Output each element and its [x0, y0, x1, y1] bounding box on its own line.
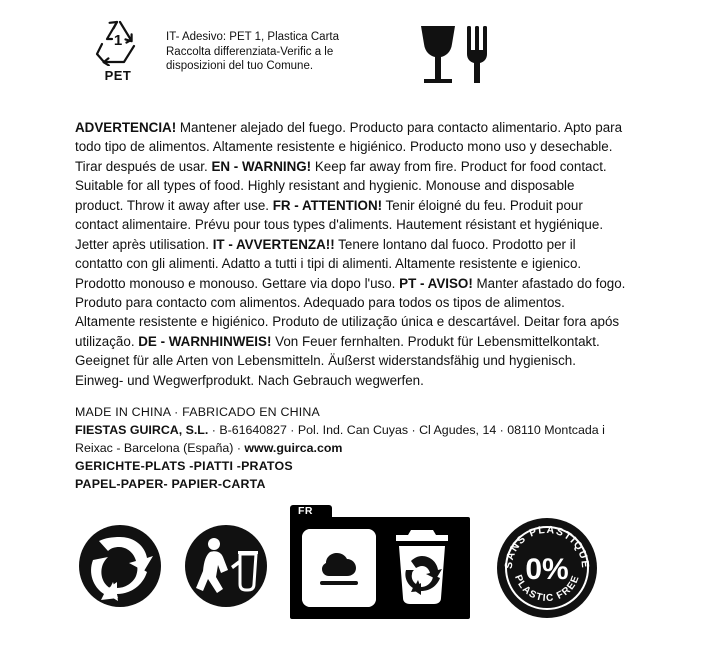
fr-sorting-card — [290, 505, 470, 619]
plastic-free-bottom-text: PLASTIC FREE — [512, 573, 582, 605]
company-address: · B-61640827 · Pol. Ind. Can Cuyas · Cl Agudes, 14 · 08110 Montcada i Reixac - Barcelona (España) · — [75, 423, 605, 456]
warning-text-en: Keep far away from fire. Product for food contact. Suitable for all types of food. Highly resistant and hygienic. Monouse and disposable product. Throw it away after use. — [75, 158, 607, 213]
glass-and-fork-icon — [411, 18, 497, 111]
warning-label-pt: PT - AVISO! — [399, 275, 473, 291]
warning-label-en: EN - WARNING! — [211, 158, 312, 174]
warning-text-de: Von Feuer fernhalten. Produkt für Lebensmittelkontakt. Geeignet für alle Arten von Lebensmitteln. Äußerst widerstandsfähig und hygienisch. Einweg- und Wegwerfprodukt. Nach Gebrauch wegwerfen. — [75, 333, 600, 388]
pet-disposal-note: IT- Adesivo: PET 1, Plastica Carta Raccolta differenziata-Verific a le disposizioni del tuo Comune. — [166, 31, 339, 73]
manufacturer-info — [75, 404, 626, 494]
warning-label-fr: FR - ATTENTION! — [272, 197, 383, 213]
materials-line-1: GERICHTE-PLATS -PIATTI -PRATOS — [75, 459, 293, 474]
recycling-loop-icon — [78, 524, 162, 613]
warning-label-de: DE - WARNHINWEIS! — [138, 333, 272, 349]
warning-text-it: Tenere lontano dal fuoco. Prodotto per il contatto con gli alimenti. Adatto a tutti i tipi di alimenti. Altamente resistente e igienico. Prodotto monouso e monouso. Gettare via dopo l'uso. — [75, 236, 582, 291]
top-icon-row — [0, 0, 701, 110]
bottom-icon-strip — [0, 505, 701, 623]
plastic-free-percent-text: 0% — [525, 553, 569, 586]
fr-card-label: FR — [298, 505, 313, 517]
warning-text-pt: Manter afastado do fogo. Produto para contacto com alimentos. Adequado para todos os tipos de alimentos. Altamente resistente e higiénico. Produto de utilização única e descartável. Deitar fora após utilização. — [75, 275, 626, 349]
warning-label-es: ADVERTENCIA! — [75, 120, 177, 135]
company-line — [75, 422, 626, 458]
company-name: FIESTAS GUIRCA, S.L. — [75, 423, 209, 438]
fr-card-tab — [290, 505, 332, 519]
pet-number: 1 — [113, 32, 123, 49]
pet-recycling-symbol — [82, 18, 154, 83]
company-website[interactable]: www.guirca.com — [244, 441, 343, 456]
recycling-triangle-icon — [90, 18, 146, 66]
warning-text-es: Mantener alejado del fuego. Producto para contacto alimentario. Apto para todo tipo de alimentos. Altamente resistente e higiénico. Producto mono uso y desechable. Tirar después de usar. — [75, 120, 623, 174]
materials-line-2: PAPEL-PAPER- PAPIER-CARTA — [75, 477, 266, 492]
plastic-free-top-text: SANS PLASTIQUE — [502, 523, 592, 570]
warning-text-fr: Tenir éloigné du feu. Produit pour contact alimentaire. Prévu pour tous types d'aliments. Hautement résistant et hygiénique. Jetter après utilisation. — [75, 197, 604, 252]
paper-bin-icon — [302, 529, 376, 607]
pet-label: PET — [104, 68, 132, 83]
recycle-bin-icon — [385, 526, 459, 611]
made-in-line: MADE IN CHINA · FABRICADO EN CHINA — [75, 405, 321, 420]
warning-label-it: IT - AVVERTENZA!! — [212, 236, 335, 252]
plastic-free-badge — [496, 517, 598, 619]
multilingual-warning-text — [75, 118, 626, 390]
tidyman-bin-icon — [184, 524, 268, 613]
